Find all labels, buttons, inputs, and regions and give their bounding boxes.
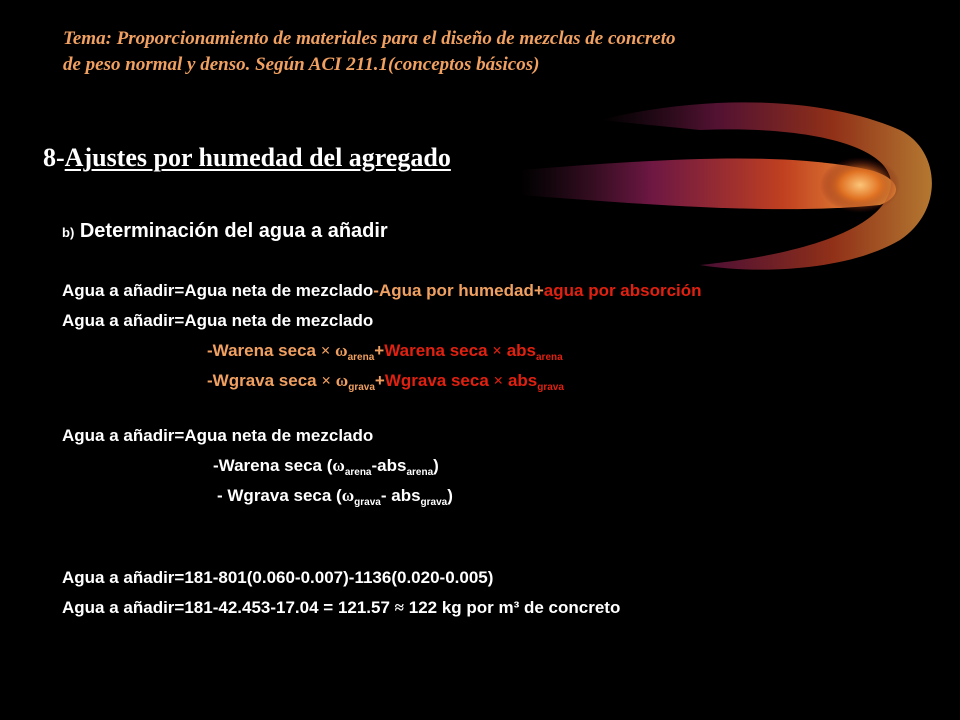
formula-general-prefix: Agua a añadir=Agua neta de mezclado [62,281,374,300]
formula-humidity-term: Agua por humedad [378,281,534,300]
formula-general [62,281,702,301]
formula-grouped-grava [217,486,453,508]
calc-result-a: Agua a añadir=181-42.453-17.04 = 121.57 [62,598,395,617]
arena-subscript: arena [347,352,375,363]
formula-expanded-grava [207,371,564,393]
subsection-letter: b) [62,225,75,240]
times-symbol: × [321,371,332,390]
topic-line-1: Tema: Proporcionamiento de materiales para el diseño de mezclas de concreto [63,28,676,49]
omega-symbol: ω [335,341,348,360]
calculation-line-2 [62,598,620,618]
grava-subscript: grava [537,382,564,393]
grava-term-a: Wgrava seca [212,371,317,390]
close-paren: ) [447,486,453,505]
grava-dash: - [207,371,213,390]
grava-subscript: grava [420,497,448,508]
arena-subscript: arena [536,352,563,363]
abs-term: abs [507,371,538,390]
formula-expanded-line1: Agua a añadir=Agua neta de mezclado [62,311,374,330]
times-symbol: × [492,341,502,360]
arena-term-a: Warena seca [212,341,316,360]
minus-abs: -abs [371,456,407,475]
approx-symbol: ≈ [394,598,405,617]
grouped-grava-prefix: - Wgrava seca ( [217,486,342,505]
formula-grouped-line1: Agua a añadir=Agua neta de mezclado [62,426,374,445]
topic-line-2: de peso normal y denso. Según ACI 211.1(conceptos básicos) [63,54,540,75]
topic-title [63,26,676,78]
plus-symbol: + [374,341,385,360]
arena-dash: - [207,341,213,360]
heading-text: Ajustes por humedad del agregado [64,143,451,172]
grava-subscript: grava [354,497,381,508]
formula-minus: - [373,281,379,300]
omega-symbol: ω [332,456,345,475]
grouped-arena-prefix: -Warena seca ( [213,456,333,475]
times-symbol: × [493,371,504,390]
plus-symbol: + [374,371,385,390]
formula-absorption-term: agua por absorción [543,281,702,300]
formula-plus: + [533,281,544,300]
section-heading [43,143,451,173]
calculation-line-1: Agua a añadir=181-801(0.060-0.007)-1136(0.020-0.005) [62,568,494,587]
omega-symbol: ω [335,371,349,390]
grava-term-b: Wgrava seca [384,371,489,390]
close-paren: ) [433,456,439,475]
arena-subscript: arena [344,467,372,478]
subsection-title [62,220,388,243]
minus-abs: - abs [380,486,421,505]
abs-term: abs [506,341,536,360]
subsection-text: Determinación del agua a añadir [79,220,388,242]
formula-grouped-arena [213,456,439,478]
formula-expanded-arena [207,341,563,363]
arena-term-b: Warena seca [384,341,488,360]
times-symbol: × [320,341,331,360]
calc-result-b: 122 kg por m³ de concreto [404,598,621,617]
arena-subscript: arena [406,467,434,478]
heading-number: 8- [43,143,65,172]
grava-subscript: grava [348,382,375,393]
omega-symbol: ω [341,486,355,505]
